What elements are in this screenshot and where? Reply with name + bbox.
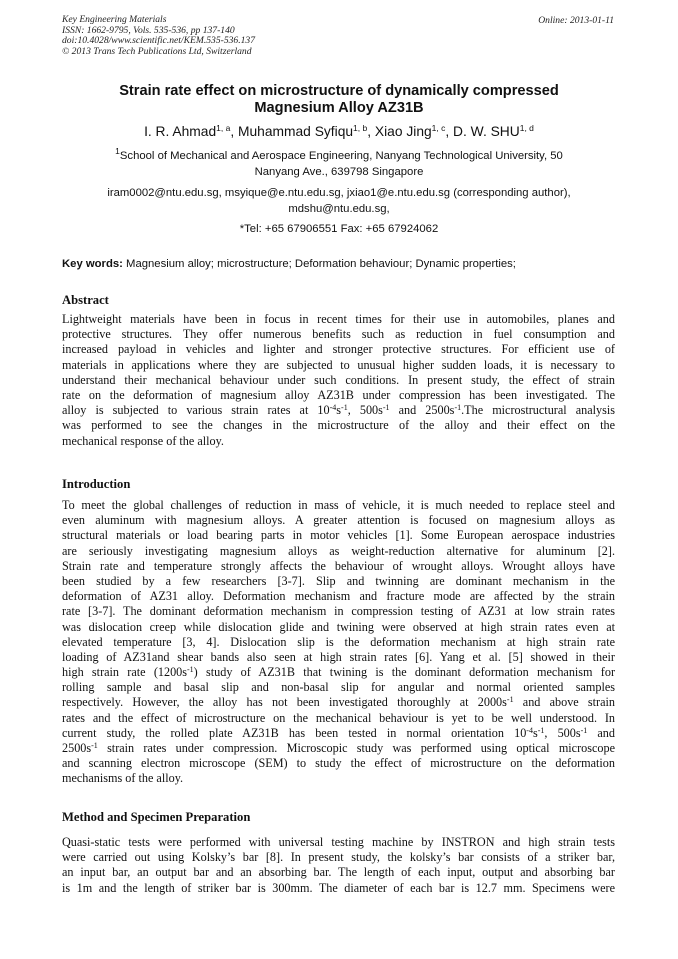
superscript: -1 <box>506 695 514 705</box>
text-line <box>62 771 615 786</box>
text-segment: mechanisms of the alloy. <box>62 771 184 786</box>
superscript: -1 <box>91 741 98 750</box>
text-segment: rate [3-7]. The dominant deformation mechanism in compression testing of AZ31 at low strain rates <box>62 604 615 619</box>
keywords <box>62 257 616 271</box>
method-heading: Method and Specimen Preparation <box>62 810 251 824</box>
text-line <box>62 695 615 710</box>
text-segment: an input bar, an output bar and an absorbing bar. The length of each input, output and absorbing bar <box>62 865 615 880</box>
text-segment: deformation of AZ31 alloy. Deformation mechanism and fracture mode are affected by the strain <box>62 589 615 604</box>
author-affiliation-mark: 1, d <box>519 123 534 133</box>
text-segment: were carried out using Kolsky’s bar [8]. In present study, the kolsky’s bar consists of a striker bar, <box>62 850 615 865</box>
superscript: -1 <box>537 725 545 735</box>
author-list <box>40 123 638 140</box>
text-segment: , 500s <box>544 725 581 740</box>
text-segment: increased payload in vehicles and lighter and stronger protective structures. For efficient use of <box>62 342 615 357</box>
text-segment: structural materials or load bearing parts in motor vehicles [1]. Some European aerospace industries <box>62 528 615 543</box>
author-name: Muhammad Syfiqu <box>238 124 354 139</box>
text-segment: current study, the rolled plate AZ31B has been tested in normal orientation 10 <box>62 725 527 740</box>
text-segment: rolling sample and basal slip and non-basal slip for angular and normal oriented samples <box>62 680 615 695</box>
superscript: -1 <box>382 403 390 413</box>
author-name: Xiao Jing <box>374 124 432 139</box>
text-segment: strain rates under compression. Microscopic study was performed using optical microscope <box>97 741 615 755</box>
text-line <box>62 865 615 880</box>
text-line <box>62 604 615 619</box>
text-segment: , 500s <box>347 403 383 418</box>
keywords-text: Magnesium alloy; microstructure; Deformation behaviour; Dynamic properties; <box>122 258 516 270</box>
text-segment: are seriously investigating magnesium alloys as weight-reduction alternative for aluminum [2]. <box>62 543 615 558</box>
text-line <box>62 835 615 850</box>
contact-info: *Tel: +65 67906551 Fax: +65 67924062 <box>239 223 439 235</box>
text-line <box>62 418 615 433</box>
text-line <box>62 327 615 342</box>
text-segment: been studied by a few researchers [3-7]. Slip and twinning are dominant mechanism in the <box>62 573 615 588</box>
text-line <box>62 574 615 589</box>
text-segment: Strain rate and temperature strongly affects the behaviour of wrought alloys. Wrought alloys have <box>62 558 615 573</box>
journal-copyright: © 2013 Trans Tech Publications Ltd, Switzerland <box>62 45 252 57</box>
paper-title <box>40 83 638 117</box>
text-line <box>62 850 615 865</box>
text-line <box>62 544 615 559</box>
affiliation-mark: 1 <box>115 146 120 156</box>
text-segment: is 1m and the length of striker bar is 300mm. The diameter of each bar is 12.7 mm. Specimens were <box>62 880 615 895</box>
text-segment: .The microstructural analysis <box>461 403 615 418</box>
text-line <box>62 388 615 403</box>
text-segment: respectively. However, the alloy has not been investigated thoroughly at 2000s <box>62 695 507 710</box>
method-body <box>62 835 615 896</box>
text-segment: elevated temperature [3, 4]. Dislocation slip is the deformation mechanism at high strain rate <box>62 634 615 649</box>
superscript: -4 <box>526 725 533 735</box>
text-segment: and scanning electron microscope (SEM) to study the effect of microstructure on the deformation <box>62 756 615 771</box>
journal-issn: ISSN: 1662-9795, Vols. 535-536, pp 137-140 <box>62 24 235 36</box>
text-line <box>62 559 615 574</box>
text-segment: Quasi-static tests were performed with universal testing machine by INSTRON and high strain tests <box>62 835 615 849</box>
text-line <box>62 434 615 449</box>
author-name: I. R. Ahmad <box>144 124 217 139</box>
text-line <box>62 665 615 680</box>
text-segment: 2500s <box>62 741 92 755</box>
abstract-body <box>62 312 615 449</box>
email-line: mdshu@ntu.edu.sg, <box>288 202 390 215</box>
author-separator: , <box>367 124 375 139</box>
superscript: -1 <box>341 403 348 413</box>
journal-name: Key Engineering Materials <box>62 14 167 25</box>
text-segment: was performed to see the changes in the microstructure of the alloy and their effect on the <box>62 418 615 433</box>
text-segment: ) study of AZ31B that twining is the dominant deformation mechanism for <box>193 665 615 680</box>
text-line <box>62 312 615 327</box>
text-segment: high strain rate (1200s <box>62 665 187 680</box>
text-line <box>62 756 615 771</box>
text-line <box>62 635 615 650</box>
text-segment: alloy is subjected to various strain rates at 10 <box>62 403 330 418</box>
text-line <box>62 650 615 665</box>
text-line <box>62 358 615 373</box>
text-segment: s <box>532 725 538 740</box>
author-separator: , <box>445 124 454 139</box>
text-segment: rates and the effect of microstructure on the mechanical behaviour is yet to be well understood. In <box>62 710 615 725</box>
affiliation-line: School of Mechanical and Aerospace Engineering, Nanyang Technological University, 50 <box>119 150 563 162</box>
author-affiliation-mark: 1, b <box>353 123 368 133</box>
author-name: D. W. SHU <box>453 124 520 139</box>
journal-header <box>62 15 255 57</box>
title-line: Magnesium Alloy AZ31B <box>254 100 424 116</box>
abstract-heading: Abstract <box>62 293 109 307</box>
superscript: -1 <box>454 403 462 413</box>
text-line <box>62 342 615 357</box>
text-line <box>62 403 615 418</box>
author-emails <box>64 186 614 217</box>
text-segment: understand their mechanical behaviour under such conditions. In present study, the effect of strain <box>62 372 615 387</box>
text-segment: loading of AZ31and shear bands also seen at high strain rates [6]. Yang et al. [5] showed in their <box>62 649 615 664</box>
introduction-body <box>62 498 615 787</box>
online-date: Online: 2013-01-11 <box>538 15 614 26</box>
text-line <box>62 373 615 388</box>
affiliation <box>64 146 614 180</box>
text-segment: To meet the global challenges of reduction in mass of vehicle, it is much needed to replace steel and <box>62 498 615 512</box>
text-line <box>62 711 615 726</box>
text-line <box>62 589 615 604</box>
text-line <box>62 726 615 741</box>
author-affiliation-mark: 1, a <box>216 123 231 133</box>
title-line: Strain rate effect on microstructure of dynamically compressed <box>119 83 559 99</box>
text-segment: and <box>587 725 615 740</box>
superscript: -1 <box>187 665 194 675</box>
text-segment: protective structures. They offer numerous benefits such as reduction in fuel consumption and <box>62 327 615 342</box>
author-affiliation-mark: 1, c <box>431 123 446 133</box>
text-line <box>62 620 615 635</box>
text-segment: s <box>336 403 342 418</box>
keywords-label: Key words: <box>62 258 123 270</box>
text-line <box>62 881 615 896</box>
text-segment: Lightweight materials have been in focus in recent times for their use in automobiles, planes and <box>62 312 615 326</box>
text-segment: even aluminum with magnesium alloys. A greater attention is focused on magnesium alloys as <box>62 513 615 528</box>
author-separator: , <box>230 124 239 139</box>
superscript: -1 <box>580 725 588 735</box>
text-line <box>62 741 615 756</box>
text-line <box>62 528 615 543</box>
email-line: iram0002@ntu.edu.sg, msyique@e.ntu.edu.sg, jxiao1@e.ntu.edu.sg (corresponding author), <box>107 187 571 199</box>
journal-doi: doi:10.4028/www.scientific.net/KEM.535-536.137 <box>62 35 256 47</box>
introduction-heading: Introduction <box>62 477 131 491</box>
text-segment: and above strain <box>513 695 615 710</box>
text-segment: rate on the deformation of magnesium alloy AZ31B under compression has been investigated. The <box>62 387 615 402</box>
superscript: -4 <box>329 403 337 413</box>
text-segment: and 2500s <box>389 403 455 418</box>
affiliation-line: Nanyang Ave., 639798 Singapore <box>254 165 424 178</box>
text-segment: was dislocation creep while dislocation glide and twining were observed at high strain rates even at <box>62 619 615 634</box>
text-segment: mechanical response of the alloy. <box>62 433 224 448</box>
text-line <box>62 513 615 528</box>
text-segment: materials in applications where they are subjected to unusual higher sudden loads, it is necessary to <box>62 357 615 372</box>
text-line <box>62 498 615 513</box>
text-line <box>62 680 615 695</box>
